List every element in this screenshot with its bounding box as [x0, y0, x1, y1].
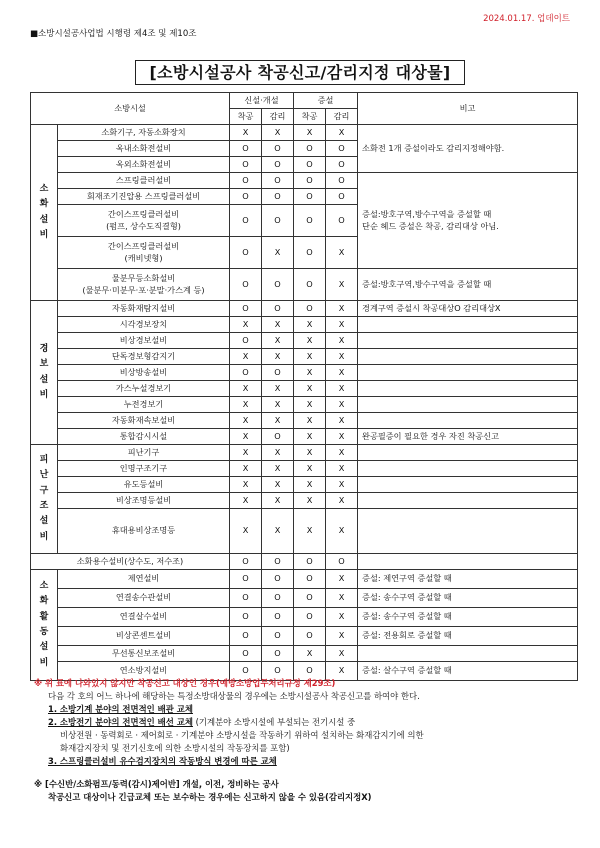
table-row — [31, 493, 578, 509]
note-cell: 소화전 1개 증설이라도 감리지정해야함. — [358, 125, 578, 173]
mark-cell: X — [326, 333, 358, 349]
mark-cell: O — [230, 173, 262, 189]
table-row — [31, 554, 578, 570]
mark-cell: O — [230, 269, 262, 301]
note-cell-empty — [358, 365, 578, 381]
facility-name: 소화기구, 자동소화장치 — [58, 125, 230, 141]
mark-cell: O — [294, 205, 326, 237]
footer-item-3: 3. 스프링클러설비 유수검지장치의 작동방식 변경에 따른 교체 — [48, 756, 277, 767]
table-row — [31, 477, 578, 493]
facility-name: 가스누설경보기 — [58, 381, 230, 397]
footer-item-2: 2. 소방전기 분야의 전면적인 배선 교체 — [48, 717, 193, 728]
mark-cell: O — [262, 662, 294, 681]
mark-cell: O — [326, 173, 358, 189]
mark-cell: X — [230, 477, 262, 493]
facility-name: 무선통신보조설비 — [58, 646, 230, 662]
mark-cell: X — [326, 608, 358, 627]
mark-cell: O — [294, 173, 326, 189]
note-cell: 증설: 제연구역 증설할 때 — [358, 570, 578, 589]
mark-cell: X — [262, 317, 294, 333]
mark-cell: O — [262, 589, 294, 608]
mark-cell: O — [326, 205, 358, 237]
footer-notes — [34, 677, 574, 804]
facility-name: 비상경보설비 — [58, 333, 230, 349]
mark-cell: X — [230, 429, 262, 445]
mark-cell: O — [262, 141, 294, 157]
mark-cell: X — [262, 397, 294, 413]
mark-cell: O — [230, 301, 262, 317]
mark-cell: X — [230, 509, 262, 554]
facility-name: 피난기구 — [58, 445, 230, 461]
note-cell: 완공필증이 필요한 경우 자진 착공신고 — [358, 429, 578, 445]
facility-name: 스프링클러설비 — [58, 173, 230, 189]
mark-cell: O — [230, 570, 262, 589]
update-date: 2024.01.17. 업데이트 — [483, 14, 570, 24]
note-cell-empty — [358, 461, 578, 477]
mark-cell: O — [294, 269, 326, 301]
mark-cell: O — [230, 554, 262, 570]
mark-cell: O — [230, 662, 262, 681]
facility-name: 간이스프링클러설비 (캐비넷형) — [58, 237, 230, 269]
header-note: 비고 — [358, 93, 578, 125]
mark-cell: X — [230, 381, 262, 397]
mark-cell: O — [294, 157, 326, 173]
mark-cell: X — [230, 317, 262, 333]
mark-cell: O — [294, 662, 326, 681]
mark-cell: O — [230, 608, 262, 627]
mark-cell: X — [262, 461, 294, 477]
header-add-supervise: 감리 — [326, 109, 358, 125]
mark-cell: X — [294, 646, 326, 662]
table-row — [31, 429, 578, 445]
note-cell: 경계구역 증설시 착공대상O 감리대상X — [358, 301, 578, 317]
mark-cell: O — [262, 157, 294, 173]
mark-cell: X — [294, 461, 326, 477]
facility-name: 시각경보장치 — [58, 317, 230, 333]
mark-cell: O — [230, 205, 262, 237]
facility-name: 자동화재속보설비 — [58, 413, 230, 429]
mark-cell: O — [230, 627, 262, 646]
table-row — [31, 570, 578, 589]
mark-cell: X — [326, 461, 358, 477]
mark-cell: O — [230, 333, 262, 349]
mark-cell: O — [326, 157, 358, 173]
facility-name: 누전경보기 — [58, 397, 230, 413]
note-cell-empty — [358, 317, 578, 333]
mark-cell: X — [294, 333, 326, 349]
facility-name: 휴대용비상조명등 — [58, 509, 230, 554]
group-label-fire: 소 화 설 비 — [31, 125, 58, 301]
mark-cell: X — [326, 365, 358, 381]
mark-cell: X — [262, 381, 294, 397]
table-row — [31, 381, 578, 397]
table-row — [31, 608, 578, 627]
header-facility: 소방시설 — [31, 93, 230, 125]
table-row — [31, 269, 578, 301]
table-row — [31, 627, 578, 646]
mark-cell: O — [230, 646, 262, 662]
mark-cell: O — [294, 570, 326, 589]
mark-cell: O — [326, 189, 358, 205]
facility-name: 비상방송설비 — [58, 365, 230, 381]
page-title-text: [소방시설공사 착공신고/감리지정 대상물] — [135, 60, 466, 85]
law-reference: ■소방시설공사업법 시행령 제4조 및 제10조 — [30, 29, 197, 39]
mark-cell: O — [230, 157, 262, 173]
table-row — [31, 125, 578, 141]
note-cell-empty — [358, 477, 578, 493]
mark-cell: O — [294, 189, 326, 205]
note-cell-empty — [358, 413, 578, 429]
mark-cell: O — [262, 189, 294, 205]
table-row — [31, 317, 578, 333]
facility-name: 통합감시시설 — [58, 429, 230, 445]
mark-cell: X — [326, 570, 358, 589]
note-cell: 증설: 전용회로 증설할 때 — [358, 627, 578, 646]
mark-cell: O — [262, 269, 294, 301]
table-row — [31, 301, 578, 317]
mark-cell: X — [262, 477, 294, 493]
mark-cell: X — [326, 493, 358, 509]
mark-cell: X — [326, 349, 358, 365]
mark-cell: O — [262, 429, 294, 445]
facility-name: 단독경보형감지기 — [58, 349, 230, 365]
note-cell-empty — [358, 397, 578, 413]
footer-item-2-detail: (기계분야 소방시설에 부설되는 전기시설 중 — [192, 717, 356, 728]
footer-line: 화재감지장치 및 전기신호에 의한 소방시설의 작동장치를 포함) — [60, 743, 290, 754]
facility-name: 물분무등소화설비 (물분무·미분무·포·분말·가스계 등) — [58, 269, 230, 301]
mark-cell: O — [326, 141, 358, 157]
note-cell-empty — [358, 509, 578, 554]
note-cell-empty — [358, 333, 578, 349]
mark-cell: X — [294, 445, 326, 461]
mark-cell: X — [294, 381, 326, 397]
footer-heading: 위 표에 나와있지 않지만 착공신고 대상인 경우(예방소방업무처리규정 제29조) — [44, 678, 336, 688]
table-row — [31, 349, 578, 365]
table-row — [31, 173, 578, 189]
header-new-start: 착공 — [230, 109, 262, 125]
facility-name: 연결송수관설비 — [58, 589, 230, 608]
facility-name: 유도등설비 — [58, 477, 230, 493]
mark-cell: O — [230, 189, 262, 205]
mark-cell: X — [326, 269, 358, 301]
footer-panel-detail: 착공신고 대상이나 긴급교체 또는 보수하는 경우에는 신고하지 않을 수 있음(감리지정X) — [48, 792, 372, 803]
mark-cell: X — [262, 493, 294, 509]
note-cell-empty — [358, 445, 578, 461]
facility-name: 제연설비 — [58, 570, 230, 589]
group-label-alarm: 경 보 설 비 — [31, 301, 58, 445]
table-row — [31, 445, 578, 461]
mark-cell: O — [262, 554, 294, 570]
mark-cell: O — [230, 589, 262, 608]
facility-name: 옥외소화전설비 — [58, 157, 230, 173]
mark-cell: O — [294, 141, 326, 157]
page-title — [0, 60, 600, 83]
mark-cell: X — [326, 662, 358, 681]
mark-cell: O — [262, 365, 294, 381]
mark-cell: X — [326, 589, 358, 608]
mark-cell: X — [326, 397, 358, 413]
mark-cell: X — [326, 237, 358, 269]
mark-cell: X — [326, 429, 358, 445]
table-row — [31, 397, 578, 413]
note-cell-empty — [358, 381, 578, 397]
mark-cell: X — [230, 397, 262, 413]
target-table — [30, 92, 578, 681]
header-add-start: 착공 — [294, 109, 326, 125]
facility-name: 소화용수설비(상수도, 저수조) — [31, 554, 230, 570]
note-cell-empty — [358, 646, 578, 662]
mark-cell: X — [262, 413, 294, 429]
mark-cell: X — [326, 627, 358, 646]
table-row — [31, 646, 578, 662]
table-row — [31, 461, 578, 477]
mark-cell: O — [294, 237, 326, 269]
mark-cell: X — [294, 349, 326, 365]
mark-cell: O — [294, 608, 326, 627]
facility-name: 비상콘센트설비 — [58, 627, 230, 646]
mark-cell: X — [294, 413, 326, 429]
mark-cell: O — [294, 554, 326, 570]
facility-name: 인명구조기구 — [58, 461, 230, 477]
mark-cell: O — [262, 205, 294, 237]
mark-cell: X — [294, 493, 326, 509]
group-label-act: 소 화 활 동 설 비 — [31, 570, 58, 681]
mark-cell: O — [262, 570, 294, 589]
footer-line: 다음 각 호의 어느 하나에 해당하는 특정소방대상물의 경우에는 소방시설공사 착공신고를 하여야 한다. — [48, 691, 420, 702]
footer-mark: ※ — [34, 678, 43, 688]
mark-cell: O — [262, 608, 294, 627]
mark-cell: X — [294, 477, 326, 493]
note-cell: 증설: 송수구역 증설할 때 — [358, 608, 578, 627]
mark-cell: X — [262, 237, 294, 269]
mark-cell: X — [294, 509, 326, 554]
note-cell-empty — [358, 554, 578, 570]
footer-line: 비상전원 · 동력회로 · 제어회로 · 기계분야 소방시설을 작동하기 위하여 설치하는 화재감지기에 의한 — [60, 730, 424, 741]
facility-name: 회재조기진압용 스프링클러설비 — [58, 189, 230, 205]
header-new-supervise: 감리 — [262, 109, 294, 125]
mark-cell: X — [326, 477, 358, 493]
mark-cell: X — [230, 461, 262, 477]
mark-cell: X — [262, 445, 294, 461]
header-add: 증설 — [294, 93, 358, 109]
mark-cell: X — [294, 125, 326, 141]
facility-name: 연소방지설비 — [58, 662, 230, 681]
mark-cell: O — [230, 141, 262, 157]
mark-cell: X — [230, 125, 262, 141]
group-label-escape: 피 난 구 조 설 비 — [31, 445, 58, 554]
mark-cell: X — [262, 125, 294, 141]
table-row — [31, 589, 578, 608]
table-row — [31, 333, 578, 349]
mark-cell: X — [294, 365, 326, 381]
mark-cell: O — [294, 589, 326, 608]
mark-cell: O — [262, 646, 294, 662]
note-cell: 증설:방호구역,방수구역을 증설할 때 단순 헤드 증설은 착공, 감리대상 아님. — [358, 173, 578, 269]
mark-cell: X — [294, 397, 326, 413]
mark-cell: X — [262, 333, 294, 349]
mark-cell: X — [262, 509, 294, 554]
mark-cell: X — [326, 381, 358, 397]
mark-cell: X — [262, 349, 294, 365]
facility-name: 간이스프링클러설비 (펌프, 상수도직결형) — [58, 205, 230, 237]
note-cell: 증설:방호구역,방수구역을 증설할 때 — [358, 269, 578, 301]
mark-cell: X — [326, 317, 358, 333]
mark-cell: X — [326, 646, 358, 662]
facility-name: 연결살수설비 — [58, 608, 230, 627]
mark-cell: X — [294, 429, 326, 445]
mark-cell: O — [294, 301, 326, 317]
mark-cell: X — [230, 493, 262, 509]
footer-panel-note: ※ [수신반/소화펌프/동력(감시)제어반] 개설, 이전, 정비하는 공사 — [34, 779, 279, 790]
mark-cell: X — [326, 301, 358, 317]
table-row — [31, 365, 578, 381]
mark-cell: X — [326, 509, 358, 554]
note-cell-empty — [358, 493, 578, 509]
note-cell-empty — [358, 349, 578, 365]
header-new: 신설·개설 — [230, 93, 294, 109]
mark-cell: X — [326, 413, 358, 429]
mark-cell: O — [262, 627, 294, 646]
table-row — [31, 509, 578, 554]
facility-name: 비상조명등설비 — [58, 493, 230, 509]
note-cell: 증설: 송수구역 증설할 때 — [358, 589, 578, 608]
note-cell: 증설: 살수구역 증설할 때 — [358, 662, 578, 681]
mark-cell: X — [230, 413, 262, 429]
facility-name: 옥내소화전설비 — [58, 141, 230, 157]
facility-name: 자동화재탐지설비 — [58, 301, 230, 317]
mark-cell: X — [326, 125, 358, 141]
footer-item-1: 1. 소방기계 분야의 전면적인 배관 교체 — [48, 704, 193, 715]
mark-cell: O — [230, 365, 262, 381]
mark-cell: X — [326, 445, 358, 461]
mark-cell: O — [230, 237, 262, 269]
mark-cell: O — [262, 173, 294, 189]
mark-cell: O — [262, 301, 294, 317]
mark-cell: X — [230, 445, 262, 461]
mark-cell: O — [294, 627, 326, 646]
mark-cell: X — [230, 349, 262, 365]
mark-cell: X — [294, 317, 326, 333]
mark-cell: O — [326, 554, 358, 570]
table-row — [31, 413, 578, 429]
